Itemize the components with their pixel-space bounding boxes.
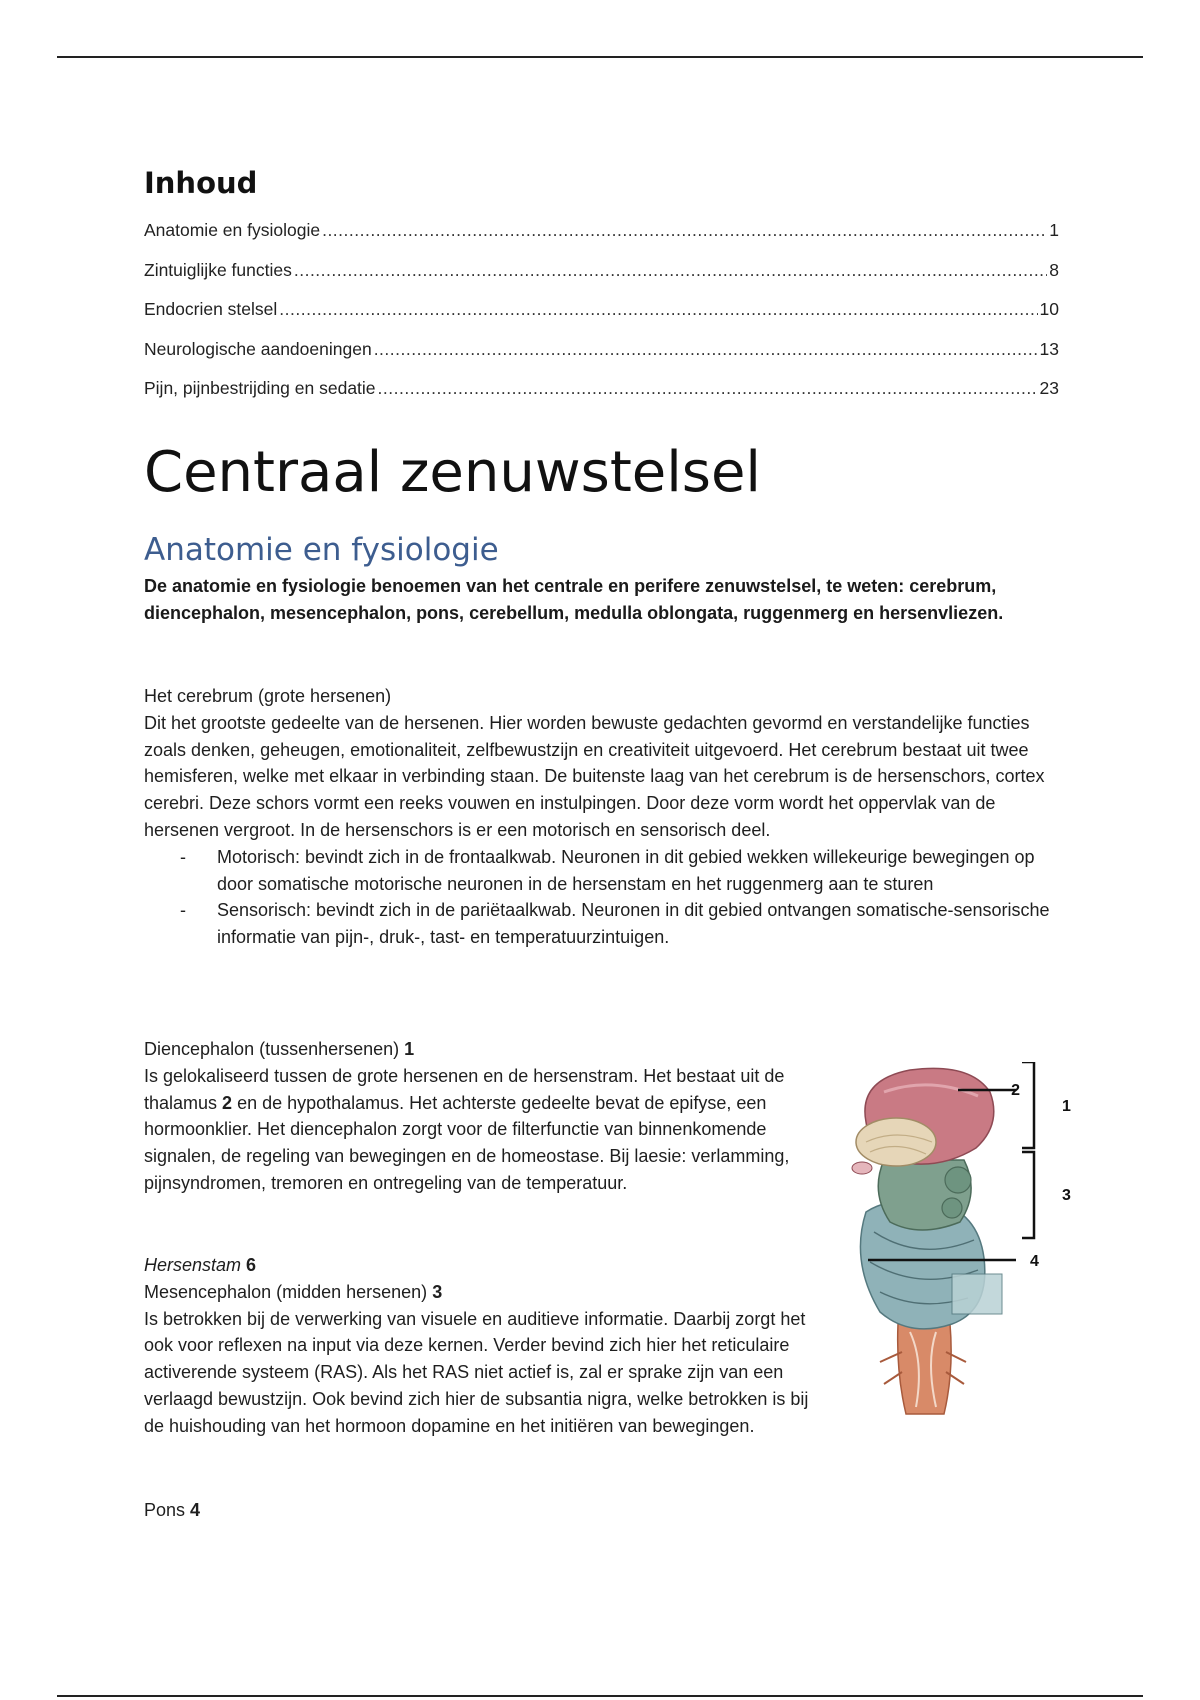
toc-entry-label: Pijn, pijnbestrijding en sedatie (144, 378, 376, 398)
toc-leader-dots (378, 378, 1038, 399)
diencephalon-body (144, 1063, 814, 1197)
table-of-contents (144, 220, 1059, 418)
diencephalon-heading (144, 1036, 814, 1063)
toc-entry[interactable] (144, 260, 1059, 300)
diencephalon-text-b: en de hypothalamus. Het achterste gedeelte bevat de epifyse, een hormoonklier. Het diencephalon zorgt voor de filterfunctie van binnenkomende signalen, de regeling van bewegingen en de homeostase. Bij laesie: verlamming, pijnsyndromen, tremoren en ontregeling van de temperatuur. (144, 1092, 790, 1193)
toc-entry[interactable] (144, 220, 1059, 260)
brainstem-diagram (840, 1062, 1080, 1422)
hersenstam-section (144, 1252, 814, 1440)
hersenstam-heading (144, 1252, 814, 1279)
toc-entry-page: 1 (1049, 220, 1059, 240)
toc-entry[interactable] (144, 299, 1059, 339)
toc-entry-label: Zintuiglijke functies (144, 259, 292, 280)
figure-label: 2 (1011, 1082, 1020, 1099)
toc-entry-label: Neurologische aandoeningen (144, 338, 372, 359)
toc-entry[interactable] (144, 378, 1059, 418)
pons-title: Pons (144, 1500, 191, 1520)
list-item: - Sensorisch: bevindt zich in de pariëtaalkwab. Neuronen in dit gebied ontvangen somatische-sensorische informatie van pijn-, druk-, tast- en temperatuurzintuigen. (144, 897, 1059, 951)
footer-rule (57, 1695, 1143, 1697)
hersenstam-title: Hersenstam (144, 1255, 242, 1275)
cerebrum-bullet-list (144, 844, 1059, 951)
toc-entry-page: 10 (1039, 299, 1059, 319)
toc-leader-dots (374, 339, 1038, 360)
toc-entry-page: 8 (1049, 259, 1059, 280)
diencephalon-text-a: Is gelokaliseerd tussen de grote hersenen en de hersenstram. Het bestaat uit de thalamus (144, 1065, 785, 1113)
cerebrum-body: Dit het grootste gedeelte van de hersenen. Hier worden bewuste gedachten gevormd en verstandelijke functies zoals denken, geheugen, emotionaliteit, zelfbewustzijn en creativiteit uitgevoerd. Het cerebrum bestaat uit twee hemisferen, welke met elkaar in verbinding staan. De buitenste laag van het cerebrum is de hersenschors, cortex cerebri. Deze schors vormt een reeks vouwen en instulpingen. Door deze vorm wordt het oppervlak van de hersenen vergroot. In de hersenschors is er een motorisch en sensorisch deel. (144, 712, 1045, 840)
optic-nerve-shape (852, 1162, 872, 1174)
figure-label: 3 (1062, 1187, 1071, 1204)
mesencephalon-figure-number: 3 (432, 1281, 443, 1302)
toc-entry-page: 23 (1039, 378, 1059, 398)
bracket-1 (1022, 1062, 1034, 1148)
toc-entry-label: Anatomie en fysiologie (144, 220, 321, 240)
toc-leader-dots (279, 299, 1037, 320)
mesencephalon-title: Mesencephalon (midden hersenen) (144, 1281, 433, 1302)
diencephalon-title: Diencephalon (tussenhersenen) (144, 1039, 405, 1059)
bracket-3 (1022, 1152, 1034, 1238)
figure-label: 1 (1062, 1098, 1071, 1115)
pons-figure-number: 4 (190, 1500, 201, 1520)
cerebellar-peduncle-shape (952, 1274, 1002, 1314)
section-heading: Anatomie en fysiologie (144, 532, 499, 568)
chapter-heading: Centraal zenuwstelsel (144, 440, 761, 505)
toc-entry-page: 13 (1039, 338, 1059, 359)
learning-objective: De anatomie en fysiologie benoemen van het centrale en perifere zenuwstelsel, te weten: cerebrum, diencephalon, mesencephalon, pons, cerebellum, medulla oblongata, ruggenmerg en hersenvliezen. (144, 576, 1004, 623)
thalamus-figure-number: 2 (222, 1092, 233, 1113)
list-item: - Motorisch: bevindt zich in de frontaalkwab. Neuronen in dit gebied wekken willekeurige bewegingen op door somatische motorische neuronen in de hersenstam en het ruggenmerg aan te sturen (144, 844, 1059, 898)
hersenstam-figure-number: 6 (241, 1255, 257, 1275)
toc-entry[interactable] (144, 339, 1059, 379)
corpus-section-shape (856, 1118, 936, 1166)
colliculus-shape (945, 1167, 971, 1193)
cerebrum-section (144, 683, 1059, 951)
mesencephalon-body: Is betrokken bij de verwerking van visuele en auditieve informatie. Daarbij zorgt het ook voor reflexen na input via deze kernen. Verder bevind zich hier het reticulaire activerende systeem (RAS). Als het RAS niet actief is, zal er sprake zijn van een verlaagd bewustzijn. Ook bevind zich hier de subsantia nigra, welke betrokken is bij de huishouding van het hormoon dopamine en het initiëren van bewegingen. (144, 1308, 809, 1436)
brainstem-illustration (840, 1062, 1080, 1422)
toc-leader-dots (322, 220, 1047, 241)
header-rule (57, 56, 1143, 58)
toc-title: Inhoud (144, 166, 258, 200)
toc-entry-label: Endocrien stelsel (144, 299, 278, 319)
spinal-cord-shape (898, 1324, 951, 1414)
diencephalon-section (144, 1036, 814, 1197)
toc-leader-dots (294, 260, 1047, 281)
cerebrum-title: Het cerebrum (grote hersenen) (144, 686, 392, 706)
mesencephalon-heading (144, 1279, 814, 1306)
colliculus-shape (942, 1198, 962, 1218)
diencephalon-figure-number: 1 (404, 1039, 415, 1059)
figure-label: 4 (1030, 1253, 1039, 1270)
pons-section (144, 1497, 814, 1524)
